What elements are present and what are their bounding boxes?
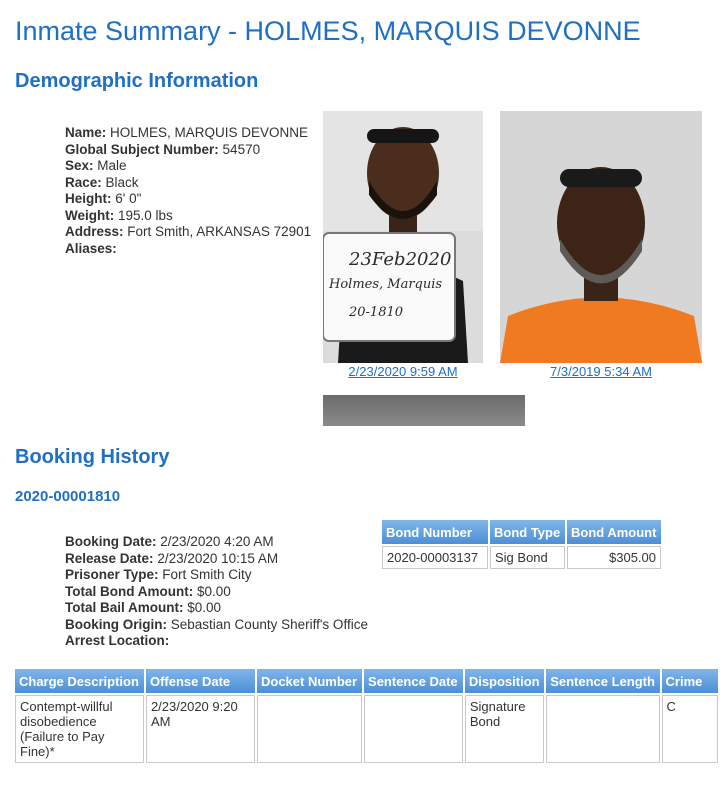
field-name: Name: HOLMES, MARQUIS DEVONNE bbox=[65, 125, 309, 140]
mugshot-sign-date: 23Feb2020 bbox=[349, 249, 452, 270]
sentence-date-cell bbox=[364, 695, 463, 763]
bond-amount-cell: $305.00 bbox=[567, 546, 661, 569]
field-address: Address: Fort Smith, ARKANSAS 72901 bbox=[65, 224, 312, 239]
field-booking-date: Booking Date: 2/23/2020 4:20 AM bbox=[65, 534, 274, 549]
mugshot-photo-3-partial[interactable] bbox=[323, 395, 525, 426]
charge-table-container bbox=[13, 667, 720, 787]
demographic-heading: Demographic Information bbox=[15, 70, 259, 92]
bond-table bbox=[380, 518, 663, 571]
field-height: Height: 6' 0" bbox=[65, 191, 142, 206]
sentence-date-header: Sentence Date bbox=[364, 669, 463, 693]
bond-number-cell: 2020-00003137 bbox=[382, 546, 488, 569]
field-release-date: Release Date: 2/23/2020 10:15 AM bbox=[65, 550, 279, 566]
charge-description-header: Charge Description bbox=[15, 669, 144, 693]
charge-description-cell: Contempt-willful disobedience (Failure to Pay Fine)* bbox=[15, 695, 144, 763]
offense-date-header: Offense Date bbox=[146, 669, 255, 693]
docket-number-header: Docket Number bbox=[257, 669, 362, 693]
bond-type-cell: Sig Bond bbox=[490, 546, 565, 569]
mugshot-1-date-link[interactable]: 2/23/2020 9:59 AM bbox=[348, 364, 458, 379]
demographic-fields bbox=[65, 125, 311, 257]
crime-cell: C bbox=[662, 695, 718, 763]
disposition-header: Disposition bbox=[465, 669, 544, 693]
field-race: Race: Black bbox=[65, 174, 139, 190]
mugshot-sign-name: Holmes, Marquis bbox=[329, 277, 443, 292]
field-total-bond-amount: Total Bond Amount: $0.00 bbox=[65, 583, 231, 599]
page-title: Inmate Summary - HOLMES, MARQUIS DEVONNE bbox=[15, 16, 641, 46]
sentence-length-header: Sentence Length bbox=[546, 669, 659, 693]
bond-table-header bbox=[382, 520, 661, 544]
disposition-cell: Signature Bond bbox=[465, 695, 544, 763]
mugshot-2-date-link[interactable]: 7/3/2019 5:34 AM bbox=[550, 364, 652, 379]
field-aliases: Aliases: bbox=[65, 240, 117, 256]
field-global-subject-number: Global Subject Number: 54570 bbox=[65, 141, 261, 157]
booking-history-heading: Booking History bbox=[15, 446, 170, 468]
field-weight: Weight: 195.0 lbs bbox=[65, 207, 173, 223]
sentence-length-cell bbox=[546, 695, 659, 763]
bond-type-header: Bond Type bbox=[490, 520, 565, 544]
field-sex: Sex: Male bbox=[65, 158, 127, 173]
field-arrest-location: Arrest Location: bbox=[65, 633, 170, 648]
bond-amount-header: Bond Amount bbox=[567, 520, 661, 544]
field-prisoner-type: Prisoner Type: Fort Smith City bbox=[65, 567, 252, 582]
mugshot-photo-1[interactable] bbox=[323, 111, 483, 363]
bond-number-header: Bond Number bbox=[382, 520, 488, 544]
booking-fields bbox=[65, 534, 368, 650]
table-row bbox=[15, 695, 718, 763]
field-booking-origin: Booking Origin: Sebastian County Sheriff's Office bbox=[65, 616, 368, 632]
mugshot-sign-number: 20-1810 bbox=[349, 305, 404, 320]
table-row bbox=[382, 546, 661, 569]
offense-date-cell: 2/23/2020 9:20 AM bbox=[146, 695, 255, 763]
mugshot-1-figure bbox=[323, 111, 483, 363]
docket-number-cell bbox=[257, 695, 362, 763]
charge-table bbox=[13, 667, 720, 765]
crime-header: Crime bbox=[662, 669, 718, 693]
mugshot-2-figure bbox=[500, 111, 702, 363]
booking-number: 2020-00001810 bbox=[15, 488, 121, 505]
mugshot-photo-2[interactable] bbox=[500, 111, 702, 363]
charge-table-header bbox=[15, 669, 718, 693]
field-total-bail-amount: Total Bail Amount: $0.00 bbox=[65, 600, 222, 615]
